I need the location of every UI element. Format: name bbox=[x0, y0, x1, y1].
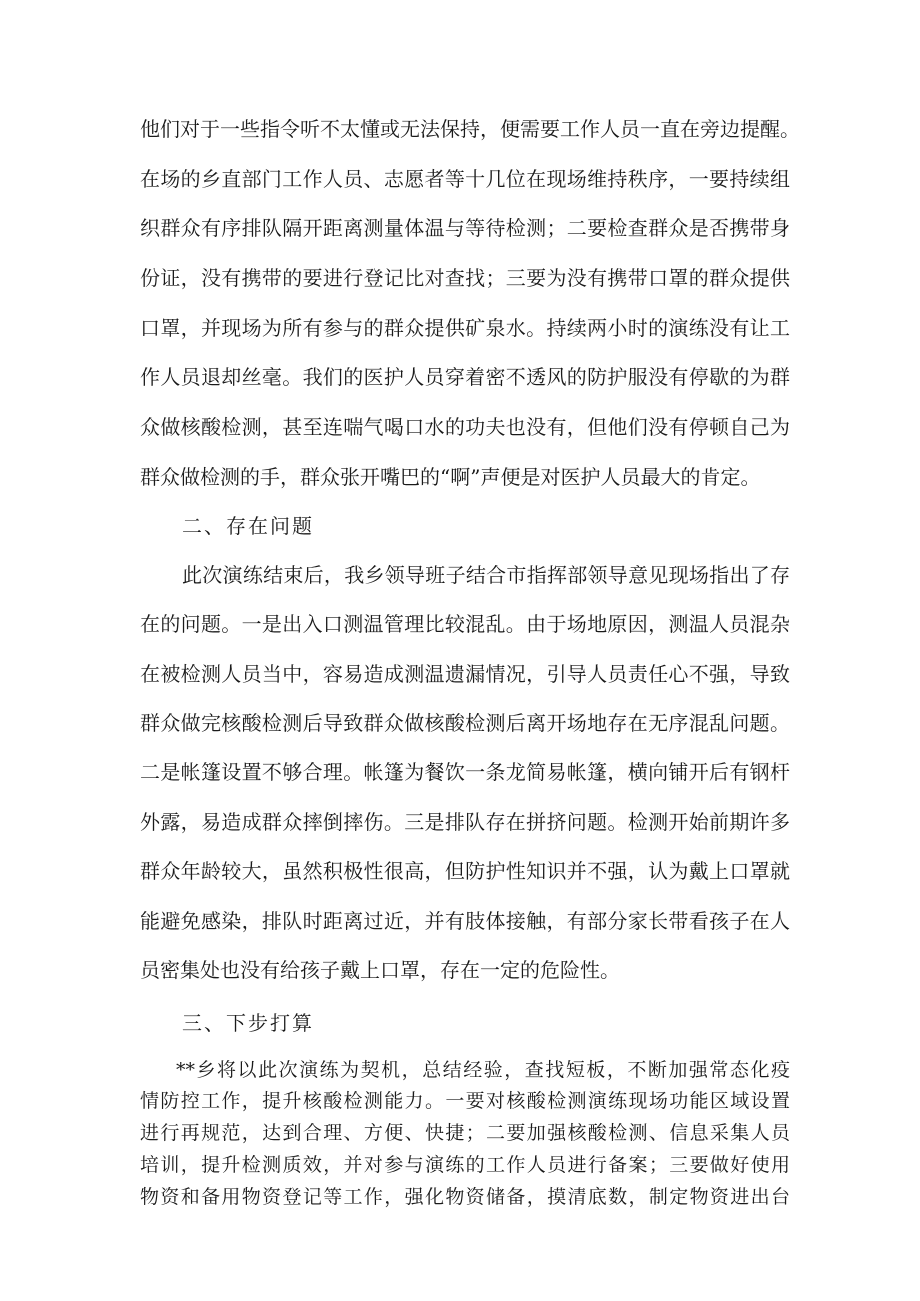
paragraph-2-line: 二是帐篷设置不够合理。帐篷为餐饮一条龙简易帐篷，横向铺开后有钢杆 bbox=[140, 760, 790, 784]
paragraph-1-line: 份证，没有携带的要进行登记比对查找；三要为没有携带口罩的群众提供 bbox=[140, 266, 790, 290]
paragraph-2-line: 在被检测人员当中，容易造成测温遗漏情况，引导人员责任心不强，导致 bbox=[140, 662, 790, 686]
paragraph-1-line: 作人员退却丝毫。我们的医护人员穿着密不透风的防护服没有停歇的为群 bbox=[140, 365, 790, 389]
paragraph-2-line: 群众做完核酸检测后导致群众做核酸检测后离开场地存在无序混乱问题。 bbox=[140, 711, 790, 735]
paragraph-3-line: 情防控工作，提升核酸检测能力。一要对核酸检测演练现场功能区域设置 bbox=[140, 1090, 790, 1112]
section-heading-next-steps: 三、下步打算 bbox=[182, 1011, 314, 1035]
paragraph-1-line: 众做核酸检测，甚至连喘气喝口水的功夫也没有，但他们没有停顿自己为 bbox=[140, 415, 790, 439]
paragraph-1-line: 在场的乡直部门工作人员、志愿者等十几位在现场维持秩序，一要持续组 bbox=[140, 167, 790, 191]
paragraph-3-line: 培训，提升检测质效，并对参与演练的工作人员进行备案；三要做好使用 bbox=[140, 1154, 790, 1176]
paragraph-2-line: 员密集处也没有给孩子戴上口罩，存在一定的危险性。 bbox=[140, 958, 620, 982]
paragraph-3-line: 进行再规范，达到合理、方便、快捷；二要加强核酸检测、信息采集人员 bbox=[140, 1122, 790, 1144]
paragraph-1-line: 织群众有序排队隔开距离测量体温与等待检测；二要检查群众是否携带身 bbox=[140, 216, 790, 240]
paragraph-1-line: 群众做检测的手，群众张开嘴巴的“啊”声便是对医护人员最大的肯定。 bbox=[140, 465, 761, 489]
paragraph-2-line: 此次演练结束后，我乡领导班子结合市指挥部领导意见现场指出了存 bbox=[182, 563, 790, 587]
paragraph-1-line: 他们对于一些指令听不太懂或无法保持，便需要工作人员一直在旁边提醒。 bbox=[140, 117, 800, 141]
section-heading-problems: 二、存在问题 bbox=[182, 514, 314, 538]
paragraph-3-line: 物资和备用物资登记等工作，强化物资储备，摸清底数，制定物资进出台 bbox=[140, 1186, 790, 1208]
paragraph-1-line: 口罩，并现场为所有参与的群众提供矿泉水。持续两小时的演练没有让工 bbox=[140, 316, 790, 340]
paragraph-2-line: 在的问题。一是出入口测温管理比较混乱。由于场地原因，测温人员混杂 bbox=[140, 612, 790, 636]
paragraph-2-line: 能避免感染，排队时距离过近，并有肢体接触，有部分家长带看孩子在人 bbox=[140, 909, 790, 933]
paragraph-2-line: 群众年龄较大，虽然积极性很高，但防护性知识并不强，认为戴上口罩就 bbox=[140, 859, 790, 883]
paragraph-2-line: 外露，易造成群众摔倒摔伤。三是排队存在拼挤问题。检测开始前期许多 bbox=[140, 810, 790, 834]
paragraph-3-line: **乡将以此次演练为契机，总结经验，查找短板，不断加强常态化疫 bbox=[176, 1059, 790, 1081]
